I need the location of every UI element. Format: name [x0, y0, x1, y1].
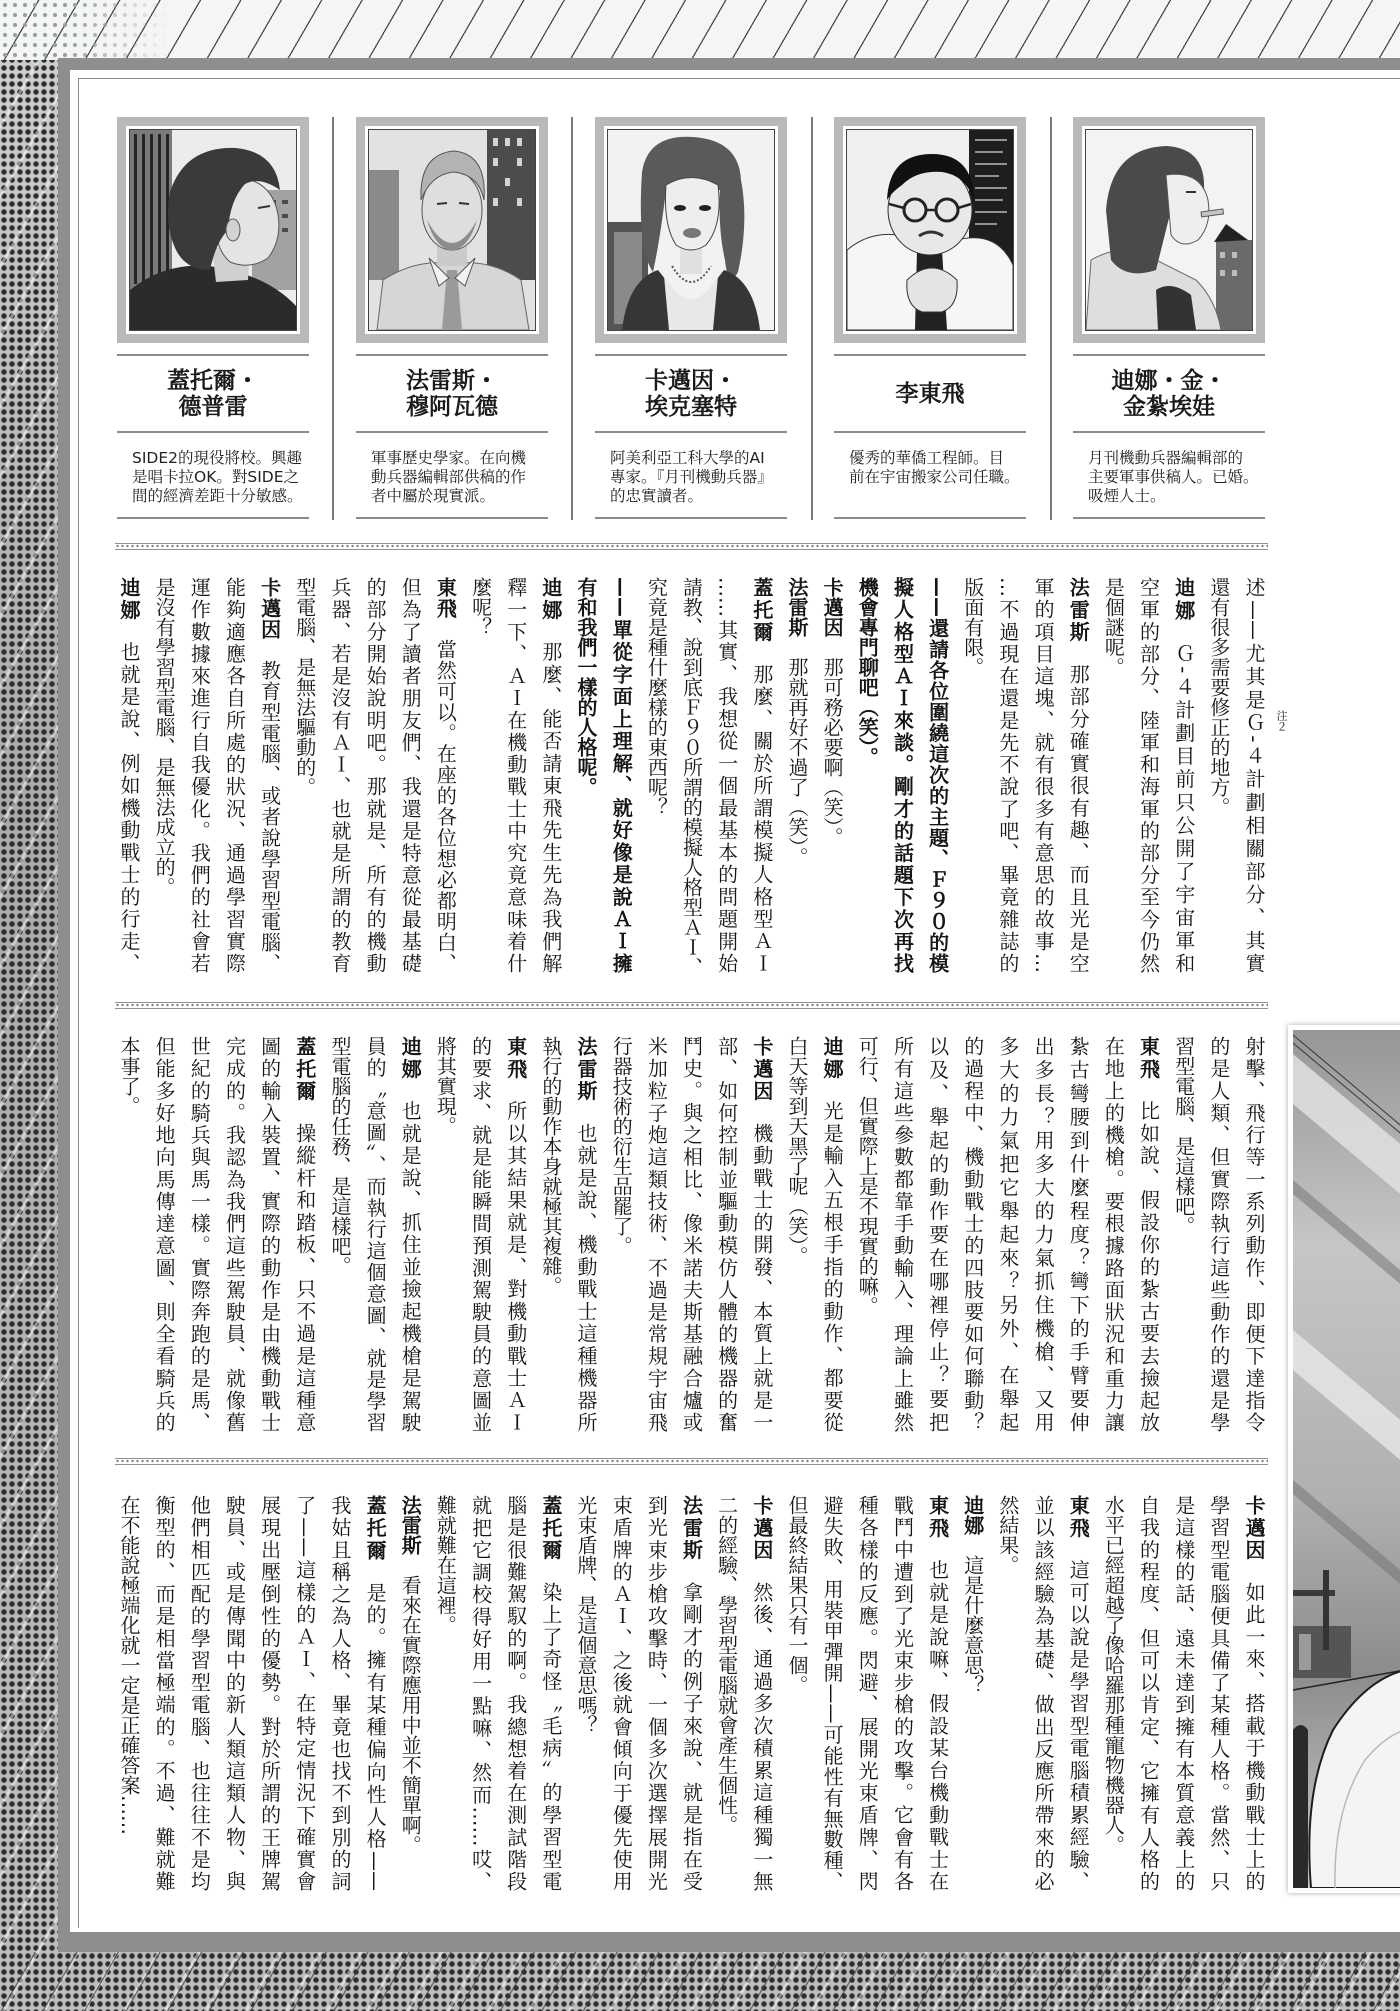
column-text: 那可務必要啊（笑）。	[820, 657, 845, 847]
speaker-name: 卡邁因	[1242, 1495, 1266, 1562]
column-text: 鬥史。與之相比、像米諾夫斯基融合爐或	[679, 1036, 704, 1432]
text-column	[849, 1495, 884, 1891]
text-column	[779, 577, 814, 973]
text-column	[357, 1495, 392, 1891]
text-column	[638, 1036, 673, 1432]
speaker-name: 東飛	[925, 1495, 950, 1540]
text-column	[1130, 1495, 1165, 1891]
column-text: 也就是說、抓住並撿起機槍是駕駛	[398, 1100, 423, 1432]
divider	[1073, 431, 1265, 433]
manga-illustration-panel	[1288, 1025, 1400, 1893]
text-column	[216, 577, 251, 973]
speaker-name: 迪娜	[1171, 577, 1196, 624]
background-hatching-top	[0, 0, 1400, 60]
column-text: 二的經驗、學習型電腦就會產生個性。	[714, 1495, 739, 1835]
profile-description: 阿美利亞工科大學的AI 專家。『月刊機動兵器』 的忠實讀者。	[610, 449, 773, 505]
column-text: ……其實、我想從一個最基本的問題開始	[714, 577, 739, 973]
portrait-frame	[356, 117, 548, 343]
portrait-frame	[1073, 117, 1265, 343]
speaker-name: 東飛	[1066, 1495, 1091, 1540]
text-column	[462, 577, 497, 973]
text-column	[919, 577, 954, 973]
column-text: 射擊、飛行等一系列動作、即便下達指令	[1242, 1036, 1266, 1432]
text-column	[1201, 1495, 1236, 1891]
text-column	[392, 1495, 427, 1891]
text-column	[1060, 577, 1095, 973]
text-column	[744, 1495, 779, 1891]
column-text: 光是輸入五根手指的動作、都要從	[820, 1100, 845, 1432]
column-text: 釋一下、ＡＩ在機動戰士中究竟意味着什	[503, 577, 528, 973]
column-text: 如此一來、搭載于機動戰士上的	[1242, 1581, 1266, 1891]
text-column	[955, 577, 990, 973]
text-column	[1095, 1495, 1130, 1891]
column-text: 米加粒子炮這類技術、不過是常規宇宙飛	[644, 1036, 669, 1432]
text-column	[392, 1036, 427, 1432]
column-text: 行器技術的衍生品罷了。	[609, 1036, 634, 1256]
text-column	[884, 577, 919, 973]
column-text: 染上了奇怪〝毛病〞的學習型電	[538, 1581, 563, 1891]
column-text: 空軍的部分、陸軍和海軍的部分至今仍然	[1136, 577, 1161, 973]
text-column	[216, 1036, 251, 1432]
profile-description: 軍事歷史學家。在向機 動兵器編輯部供稿的作 者中屬於現實派。	[371, 449, 527, 505]
portrait-frame	[117, 117, 309, 343]
column-text: 型電腦的任務、是這樣吧。	[327, 1036, 352, 1276]
column-text: 的過程中、機動戰士的四肢要如何聯動？	[960, 1036, 985, 1432]
text-column	[146, 1036, 181, 1432]
text-column	[533, 1495, 568, 1891]
column-text: 光束盾牌、是這個意思嗎？	[574, 1495, 599, 1735]
footnote-marker: 注２	[1275, 710, 1288, 733]
speaker-name: 法雷斯	[784, 577, 809, 637]
text-column	[111, 577, 146, 973]
divider	[1073, 517, 1265, 519]
column-text: ——單從字面上理解、就好像是說ＡＩ擁	[609, 577, 634, 973]
text-column	[884, 1495, 919, 1891]
profile-description: 優秀的華僑工程師。目 前在宇宙搬家公司任職。	[849, 449, 1020, 486]
column-text: 將其實現。	[433, 1036, 458, 1136]
column-text: 拿剛才的例子來說、就是指在受	[679, 1581, 704, 1891]
speaker-name: 卡邁因	[749, 1036, 774, 1103]
column-text: 了——這樣的ＡＩ、在特定情況下確實會	[292, 1495, 317, 1891]
column-text: 但最終結果只有一個。	[784, 1495, 809, 1695]
column-text: 本事了。	[117, 1036, 141, 1116]
column-text: …不過現在還是先不說了吧、畢竟雜誌的	[995, 577, 1020, 973]
text-column	[673, 577, 708, 977]
column-text: 當然可以。在座的各位想必都明白、	[433, 638, 458, 974]
column-text: 出多長？用多大的力氣抓住機槍、又用	[1031, 1036, 1056, 1432]
text-column	[181, 1495, 216, 1891]
column-text: 那就再好不過了（笑）。	[784, 657, 809, 867]
text-column	[181, 577, 216, 973]
section-separator	[115, 543, 1268, 550]
text-column	[287, 1495, 322, 1891]
text-column	[111, 1495, 146, 1891]
column-text: 員的〝意圖〞、而執行這個意圖、就是學習	[363, 1036, 388, 1432]
article-text-block-2	[111, 1036, 1271, 1436]
text-column	[322, 1036, 357, 1432]
speaker-name: 法雷斯	[1066, 577, 1091, 644]
column-text: 的部分開始說明吧。那就是、所有的機動	[363, 577, 388, 973]
column-text: 然後、通過多次積累這種獨一無	[749, 1581, 774, 1891]
text-column	[427, 1036, 462, 1432]
text-column	[1025, 1036, 1060, 1432]
column-text: 就把它調校得好用一點嘛、然而……哎、	[468, 1495, 493, 1891]
speaker-name: 迪娜	[820, 1036, 845, 1081]
column-text: 世紀的騎兵與馬一樣。實際奔跑的是馬、	[187, 1036, 212, 1432]
text-column	[1236, 577, 1288, 974]
column-text: 多大的力氣把它舉起來？另外、在舉起	[995, 1036, 1020, 1432]
column-text: 所有這些參數都靠手動輸入、理論上雖然	[890, 1036, 915, 1432]
text-column	[357, 1036, 392, 1432]
profile-name: 迪娜・金・ 金紮埃娃	[1111, 366, 1227, 420]
card-column-divider	[332, 117, 334, 520]
column-text: 的要求、就是能瞬間預測駕駛員的意圖並	[468, 1036, 493, 1432]
speaker-name: 卡邁因	[257, 577, 282, 640]
profile-description: 月刊機動兵器編輯部的 主要軍事供稿人。已婚。 吸煙人士。	[1088, 449, 1259, 505]
text-column	[709, 1495, 744, 1891]
column-text: 是沒有學習型電腦、是無法成立的。	[152, 577, 177, 897]
background-hatching-bottom	[0, 1952, 1400, 2011]
speaker-name: 迪娜	[398, 1036, 423, 1081]
section-separator	[115, 1458, 1268, 1465]
section-separator	[115, 1002, 1268, 1009]
speaker-name: 法雷斯	[398, 1495, 423, 1555]
column-text: 也就是說、機動戰士這種機器所	[574, 1122, 599, 1432]
text-column	[849, 1036, 884, 1432]
profile-name: 蓋托爾・ 德普雷	[167, 366, 259, 420]
text-column	[884, 1036, 919, 1432]
column-text: 紮古彎腰到什麼程度？彎下的手臂要伸	[1066, 1036, 1091, 1432]
speaker-name: 迪娜	[117, 577, 141, 622]
text-column	[955, 1495, 990, 1891]
speaker-name: 法雷斯	[574, 1036, 599, 1103]
text-column	[251, 577, 286, 973]
column-text: 有和我們一樣的人格呢。	[574, 577, 599, 797]
portrait-image	[368, 129, 536, 331]
text-column	[673, 1036, 708, 1432]
divider	[117, 431, 309, 433]
text-column	[568, 1036, 603, 1432]
text-column	[498, 1036, 533, 1432]
text-column	[498, 1495, 533, 1891]
column-text: 兵器、若是沒有ＡＩ、也就是所謂的教育	[327, 577, 352, 973]
column-text: 他們相匹配的學習型電腦、也往往不是均	[187, 1495, 212, 1891]
card-column-divider	[571, 117, 573, 520]
speaker-name: 蓋托爾	[538, 1495, 563, 1562]
profile-card-fares	[356, 117, 548, 520]
column-text: 述——尤其是	[1242, 577, 1266, 713]
profile-name: 卡邁因・ 埃克塞特	[645, 366, 737, 420]
text-column	[849, 577, 884, 973]
text-column	[181, 1036, 216, 1432]
text-column	[392, 577, 427, 973]
portrait-frame	[834, 117, 1026, 343]
text-column	[1095, 1036, 1130, 1432]
profile-card-dina	[1073, 117, 1265, 520]
column-text: 版面有限。	[960, 577, 985, 677]
column-text: 在地上的機槍。要根據路面狀況和重力讓	[1101, 1036, 1126, 1432]
text-column	[673, 1495, 708, 1891]
text-column	[709, 577, 744, 973]
column-text: 那部分確實很有趣、而且光是空	[1066, 663, 1091, 973]
column-text: 擬人格型ＡＩ來談。剛才的話題下次再找	[890, 577, 915, 973]
speaker-name: 東飛	[1136, 1036, 1161, 1081]
speaker-name: 蓋托爾	[292, 1036, 317, 1103]
text-column	[1201, 577, 1236, 973]
text-column	[146, 577, 181, 973]
speaker-name: 蓋托爾	[749, 577, 774, 644]
column-text: 這可以說是學習型電腦積累經驗、	[1066, 1559, 1091, 1891]
column-text: 到光束步槍攻擊時、一個多次選擇展開光	[644, 1495, 669, 1891]
text-column	[322, 577, 357, 973]
column-text: 也就是說嘛、假設某台機動戰士在	[925, 1559, 950, 1891]
profile-name: 李東飛	[895, 379, 965, 407]
portrait-image	[607, 129, 775, 331]
column-text: 能夠適應各自所處的狀況、通過學習實際	[222, 577, 247, 973]
column-text: 所以其結果就是、對機動戰士ＡＩ	[503, 1100, 528, 1432]
text-column	[779, 1036, 814, 1432]
column-text: 請教、說到底Ｆ９０所謂的模擬人格型ＡＩ、	[679, 577, 704, 977]
column-text: 機會專門聊吧（笑）。	[855, 577, 880, 767]
divider	[356, 431, 548, 433]
divider	[834, 431, 1026, 433]
profile-name: 法雷斯・ 穆阿瓦德	[406, 366, 498, 420]
text-column	[1025, 1495, 1060, 1891]
text-column	[709, 1036, 744, 1432]
text-column	[1060, 1495, 1095, 1891]
text-column	[814, 1495, 849, 1891]
text-column	[322, 1495, 357, 1891]
text-column	[462, 1495, 497, 1891]
column-text: 在不能說極端化就一定是正確答案……	[117, 1495, 141, 1835]
column-text: Ｇ-４計劃目前只公開了宇宙軍和	[1171, 643, 1196, 974]
column-text: 學習型電腦便具備了某種人格。當然、只	[1206, 1495, 1231, 1891]
column-text: 看來在實際應用中並不簡單啊。	[398, 1575, 423, 1855]
speaker-name: 卡邁因	[749, 1495, 774, 1562]
text-column	[603, 1495, 638, 1891]
column-text: 麼呢？	[468, 577, 493, 637]
column-text: 但能多好地向馬傳達意圖、則全看騎兵的	[152, 1036, 177, 1432]
portrait-frame	[595, 117, 787, 343]
text-column	[1201, 1036, 1236, 1432]
column-text: 我姑且稱之為人格、畢竟也找不到別的詞	[327, 1495, 352, 1891]
text-column	[814, 577, 849, 973]
speaker-name: 蓋托爾	[363, 1495, 388, 1563]
text-column	[955, 1036, 990, 1432]
column-text: 的是人類、但實際執行這些動作的還是學	[1206, 1036, 1231, 1432]
column-text: 那麼、關於所謂模擬人格型ＡＩ	[749, 663, 774, 973]
text-column	[533, 1036, 568, 1432]
text-column	[638, 577, 673, 973]
text-column	[287, 577, 322, 973]
column-text: 操縱杆和踏板、只不過是這種意	[292, 1122, 317, 1432]
speaker-name: 卡邁因	[820, 577, 845, 637]
text-column	[427, 1495, 462, 1891]
divider	[356, 517, 548, 519]
column-text: 完成的。我認為我們這些駕駛員、就像舊	[222, 1036, 247, 1432]
column-text: 自我的程度、但可以肯定、它擁有人格的	[1136, 1495, 1161, 1891]
divider	[595, 517, 787, 519]
text-column	[1060, 1036, 1095, 1432]
text-column	[498, 577, 533, 973]
column-text: 機動戰士的開發、本質上就是一	[749, 1122, 774, 1432]
text-column	[146, 1495, 181, 1891]
column-text: 駛員、或是傳聞中的新人類這類人物、與	[222, 1495, 247, 1891]
speaker-name: 法雷斯	[679, 1495, 704, 1562]
column-text: 部、如何控制並驅動模仿人體的機器的奮	[714, 1036, 739, 1432]
portrait-image	[846, 129, 1014, 331]
column-text: 執行的動作本身就極其複雜。	[538, 1036, 563, 1296]
column-text: 衡型的、而是相當極端的。不過、難就難	[152, 1495, 177, 1891]
column-text: 習型電腦、是這樣吧。	[1171, 1036, 1196, 1236]
text-column	[1130, 1036, 1165, 1432]
column-text: 比如說、假設你的紮古要去撿起放	[1136, 1100, 1161, 1432]
column-text: 可行、但實際上是不現實的嘛。	[855, 1036, 880, 1316]
column-text: 型電腦、是無法驅動的。	[292, 577, 317, 797]
profile-card-carmine	[595, 117, 787, 520]
column-text: 腦是很難駕馭的啊。我總想着在測試階段	[503, 1495, 528, 1891]
mecha-illustration	[1293, 1030, 1400, 1888]
text-column	[1095, 577, 1130, 973]
column-text: 教育型電腦、或者說學習型電腦、	[257, 659, 282, 974]
column-text: 但為了讀者朋友們、我還是特意從最基礎	[398, 577, 423, 973]
text-column	[216, 1495, 251, 1891]
card-column-divider	[811, 117, 813, 520]
text-column	[638, 1495, 673, 1891]
text-column	[990, 577, 1025, 973]
column-text: 是這樣的話、遠未達到擁有本質意義上的	[1171, 1495, 1196, 1891]
column-text: 避失敗、用裝甲彈開——可能性有無數種、	[820, 1495, 845, 1891]
divider	[834, 517, 1026, 519]
text-column	[1025, 577, 1060, 973]
column-text: 是個謎呢。	[1101, 577, 1126, 677]
speaker-name: 迪娜	[960, 1495, 985, 1535]
text-column	[990, 1495, 1025, 1891]
column-text: 然結果。	[995, 1495, 1020, 1575]
text-column	[1130, 577, 1165, 973]
text-column	[251, 1495, 286, 1891]
profile-description: SIDE2的現役將校。興趣 是唱卡拉OK。對SIDE之 間的經濟差距十分敏感。	[132, 449, 303, 505]
text-column	[533, 577, 568, 973]
speaker-name: 東飛	[433, 577, 458, 619]
text-column	[251, 1036, 286, 1432]
text-column	[357, 577, 392, 973]
portrait-image	[129, 129, 297, 331]
text-column	[919, 1495, 954, 1891]
speaker-name: 迪娜	[538, 577, 563, 622]
text-column	[287, 1036, 322, 1432]
column-text: 種各樣的反應。閃避、展開光束盾牌、閃	[855, 1495, 880, 1891]
profile-card-gaitor	[117, 117, 309, 520]
divider	[117, 517, 309, 519]
article-text-block-1	[111, 577, 1288, 977]
column-text: 運作數據來進行自我優化。我們的社會若	[187, 577, 212, 973]
column-text: 也就是說、例如機動戰士的行走、	[117, 641, 141, 973]
text-column	[603, 1036, 638, 1432]
text-column	[744, 1036, 779, 1432]
text-column	[1166, 577, 1201, 973]
card-column-divider	[1050, 117, 1052, 520]
column-text: 軍的項目這塊、就有很多有意思的故事…	[1031, 577, 1056, 973]
text-column	[603, 577, 638, 973]
text-column	[779, 1495, 814, 1891]
text-column	[568, 577, 603, 973]
column-text: ——還請各位圍繞這次的主題、Ｆ９０的模	[925, 577, 950, 973]
column-text: 展現出壓倒性的優勢。對於所謂的王牌駕	[257, 1495, 282, 1891]
column-text: 並以該經驗為基礎、做出反應所帶來的必	[1031, 1495, 1056, 1891]
profile-card-li-dongfei	[834, 117, 1026, 520]
column-text: 是的。擁有某種偏向性人格——	[363, 1582, 388, 1892]
background-halftone-dots	[0, 0, 170, 60]
text-column	[1166, 1495, 1201, 1891]
divider	[595, 431, 787, 433]
text-column	[462, 1036, 497, 1432]
column-text: 水平已經超越了像哈羅那種寵物機器人。	[1101, 1495, 1126, 1855]
column-text: 圖的輸入裝置、實際的動作是由機動戰士	[257, 1036, 282, 1432]
column-text: 那麼、能否請東飛先生先為我們解	[538, 641, 563, 973]
column-text: 束盾牌的ＡＩ、之後就會傾向于優先使用	[609, 1495, 634, 1891]
text-column	[1236, 1036, 1271, 1432]
column-text: 究竟是種什麼樣的東西呢？	[644, 577, 669, 817]
column-text: 白天等到天黑了呢（笑）。	[784, 1036, 809, 1266]
text-column	[568, 1495, 603, 1891]
text-column	[814, 1036, 849, 1432]
column-text: 難就難在這裡。	[433, 1495, 458, 1635]
column-text: 戰鬥中遭到了光束步槍的攻擊。它會有各	[890, 1495, 915, 1891]
text-column	[919, 1036, 954, 1432]
column-text: 以及、舉起的動作要在哪裡停止？要把	[925, 1036, 950, 1432]
column-text-continued: Ｇ-４計劃相關部分、其實	[1242, 712, 1266, 974]
column-text: 還有很多需要修正的地方。	[1206, 577, 1231, 817]
text-column	[111, 1036, 146, 1432]
column-text: 這是什麼意思？	[960, 1555, 985, 1695]
portrait-image	[1085, 129, 1253, 331]
speaker-name: 東飛	[503, 1036, 528, 1081]
article-text-block-3	[111, 1495, 1271, 1895]
text-column	[1236, 1495, 1271, 1891]
text-column	[427, 577, 462, 973]
text-column	[990, 1036, 1025, 1432]
text-column	[744, 577, 779, 973]
text-column	[1166, 1036, 1201, 1432]
